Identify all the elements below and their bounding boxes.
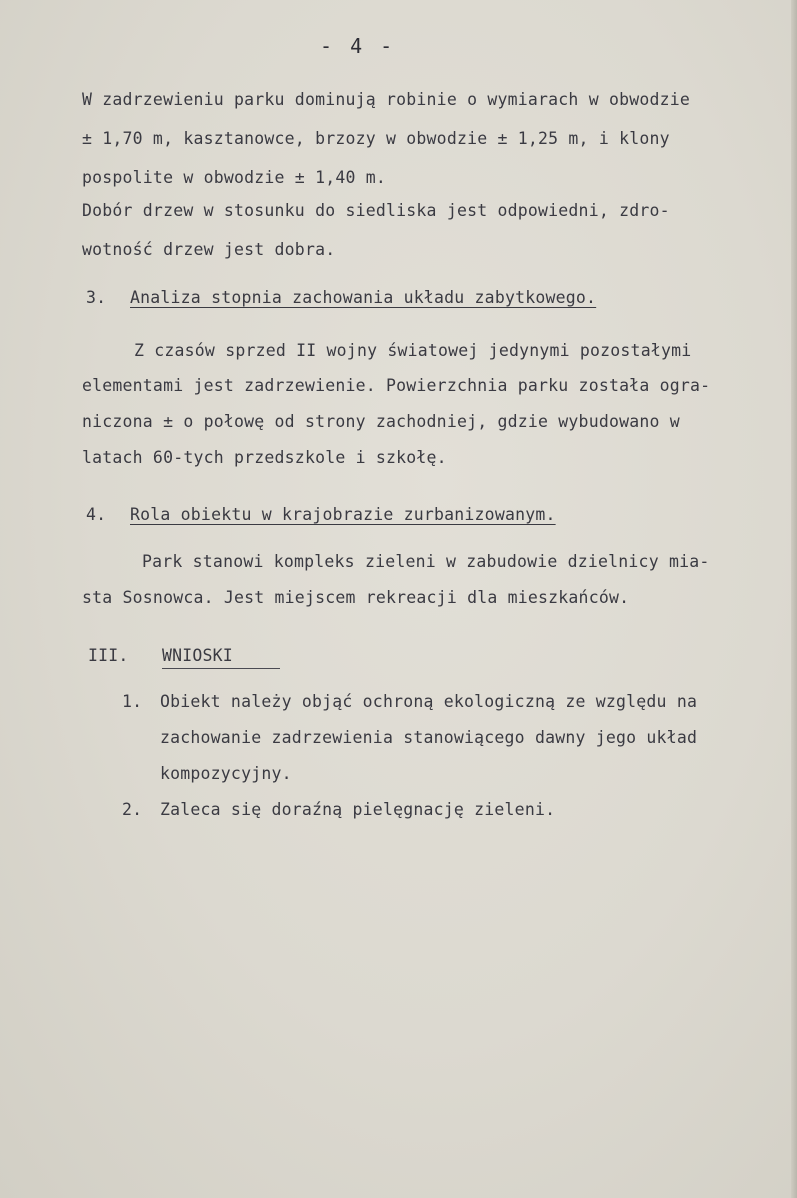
section-4-number: 4. [86, 505, 107, 524]
section-4-heading: Rola obiektu w krajobrazie zurbanizowanym. [130, 505, 556, 524]
conclusion-2-number: 2. [122, 800, 143, 819]
conclusion-1-row [122, 692, 697, 711]
section-4-body-line-2: sta Sosnowca. Jest miejscem rekreacji dla mieszkańców. [82, 588, 630, 607]
conclusion-1-line-3: kompozycyjny. [160, 764, 292, 783]
intro-line-1: W zadrzewieniu parku dominują robinie o wymiarach w obwodzie [82, 90, 691, 109]
conclusion-2-row [122, 800, 555, 819]
section-3-body-line-4: latach 60-tych przedszkole i szkołę. [82, 448, 447, 467]
section-3-body-line-3: niczona ± o połowę od strony zachodniej, gdzie wybudowano w [82, 412, 680, 431]
section-3-heading: Analiza stopnia zachowania układu zabytkowego. [130, 288, 597, 307]
conclusion-2-line-1: Zaleca się doraźną pielęgnację zieleni. [160, 800, 556, 819]
section-3-number: 3. [86, 288, 107, 307]
section-iii-heading-row [88, 646, 233, 665]
page-edge [791, 0, 797, 1198]
intro-line-5: wotność drzew jest dobra. [82, 240, 336, 259]
intro-line-2: ± 1,70 m, kasztanowce, brzozy w obwodzie ± 1,25 m, i klony [82, 129, 670, 148]
section-iii-underline [162, 668, 280, 669]
section-4-body-line-1: Park stanowi kompleks zieleni w zabudowie dzielnicy mia- [142, 552, 710, 571]
section-iii-heading: WNIOSKI [162, 646, 233, 665]
conclusion-1-line-1: Obiekt należy objąć ochroną ekologiczną ze względu na [160, 692, 698, 711]
page-number: - 4 - [320, 34, 396, 58]
section-4-heading-row [86, 505, 556, 524]
section-3-body-line-2: elementami jest zadrzewienie. Powierzchnia parku została ogra- [82, 376, 711, 395]
section-iii-number: III. [88, 646, 129, 665]
section-3-body-line-1: Z czasów sprzed II wojny światowej jedynymi pozostałymi [134, 341, 692, 360]
conclusion-1-number: 1. [122, 692, 143, 711]
section-3-heading-row [86, 288, 596, 307]
intro-line-4: Dobór drzew w stosunku do siedliska jest odpowiedni, zdro- [82, 201, 670, 220]
intro-line-3: pospolite w obwodzie ± 1,40 m. [82, 168, 387, 187]
conclusion-1-line-2: zachowanie zadrzewienia stanowiącego dawny jego układ [160, 728, 698, 747]
